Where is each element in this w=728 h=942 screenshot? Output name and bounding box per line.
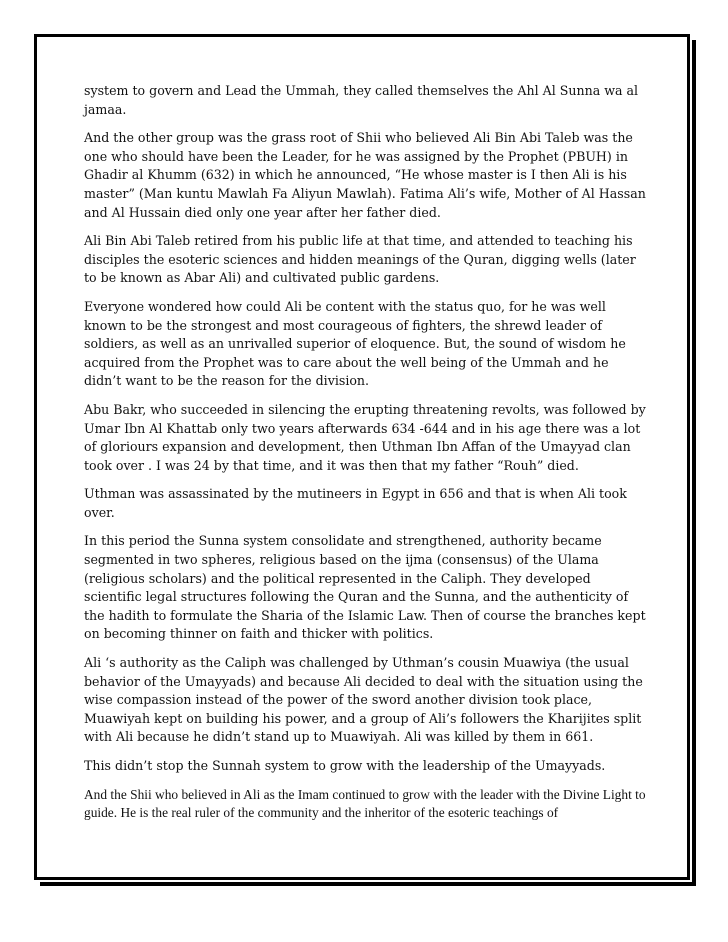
paragraph-8: Ali ‘s authority as the Caliph was challenged by Uthman’s cousin Muawiya (the usual behavior of the Umayyads) and because Ali decided to deal with the situation using the wise compassion instead of the power of the sword another division took place, Muawiyah kept on building his power, and a group of Ali’s followers the Kharijites split with Ali because he didn’t stand up to Muawiyah. Ali was killed by them in 661. — [84, 655, 643, 745]
paragraph-3: Ali Bin Abi Taleb retired from his public life at that time, and attended to teaching his disciples the esoteric sciences and hidden meanings of the Quran, digging wells (later to be known as Abar Ali) and cultivated public gardens. — [84, 233, 636, 286]
paragraph-2: And the other group was the grass root of Shii who believed Ali Bin Abi Taleb was the one who should have been the Leader, for he was assigned by the Prophet (PBUH) in Ghadir al Khumm (632) in which he announced, “He whose master is I then Ali is his master” (Man kuntu Mawlah Fa Aliyun Mawlah). Fatima Ali’s wife, Mother of Al Hassan and Al Hussain died only one year after her father died. — [84, 130, 646, 220]
paragraph-7: In this period the Sunna system consolidate and strengthened, authority became segmented in two spheres, religious based on the ijma (consensus) of the Ulama (religious scholars) and the political represented in the Caliph. They developed scientific legal structures following the Quran and the Sunna, and the authenticity of the hadith to formulate the Sharia of the Islamic Law. Then of course the branches kept on becoming thinner on faith and thicker with politics. — [84, 533, 646, 642]
paragraph-4: Everyone wondered how could Ali be content with the status quo, for he was well known to be the strongest and most courageous of fighters, the shrewd leader of soldiers, as well as an unrivalled superior of eloquence. But, the sound of wisdom he acquired from the Prophet was to care about the well being of the Ummah and he didn’t want to be the reason for the division. — [84, 298, 626, 389]
document-body — [84, 82, 646, 833]
paragraph-5: Abu Bakr, who succeeded in silencing the erupting threatening revolts, was followed by Umar Ibn Al Khattab only two years afterwards 634 -644 and in his age there was a lot of gloriours expansion and development, then Uthman Ibn Affan of the Umayyad clan took over . I was 24 by that time, and it was then that my father “Rouh” died. — [84, 401, 646, 473]
paragraph-9: This didn’t stop the Sunnah system to grow with the leadership of the Umayyads. — [84, 758, 606, 773]
paragraph-1: system to govern and Lead the Ummah, they called themselves the Ahl Al Sunna wa al jamaa. — [84, 83, 639, 117]
paragraph-10: And the Shii who believed in Ali as the Imam continued to grow with the leader with the Divine Light to guide. He is the real ruler of the community and the inheritor of the esoteric teachings of — [84, 786, 646, 821]
paragraph-6: Uthman was assassinated by the mutineers in Egypt in 656 and that is when Ali took over. — [84, 486, 627, 520]
